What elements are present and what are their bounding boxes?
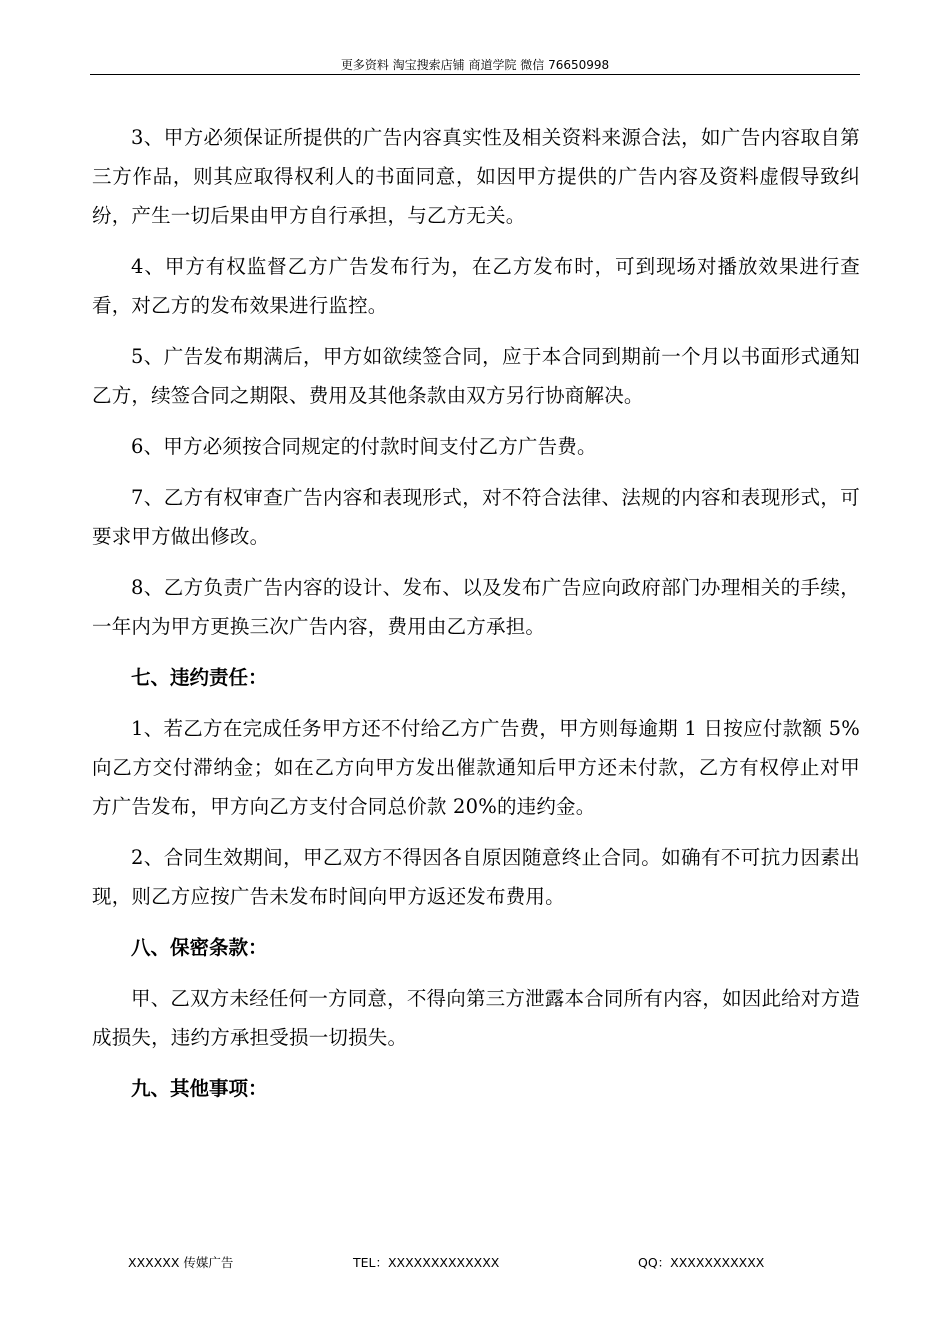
- clause-6: 6、甲方必须按合同规定的付款时间支付乙方广告费。: [131, 435, 597, 458]
- clause-7: 7、乙方有权审查广告内容和表现形式，对不符合法律、法规的内容和表现形式，可要求甲方做出修改。: [92, 486, 860, 548]
- section-heading-breach: 七、违约责任：: [131, 666, 268, 689]
- header-divider: [90, 74, 860, 75]
- page-header: 更多资料 淘宝搜索店铺 商道学院 微信 76650998: [340, 58, 610, 72]
- clause-8: 8、乙方负责广告内容的设计、发布、以及发布广告应向政府部门办理相关的手续，一年内为甲方更换三次广告内容，费用由乙方承担。: [92, 576, 860, 638]
- section-heading-confidentiality: 八、保密条款：: [131, 936, 268, 959]
- document-body: [92, 118, 860, 1120]
- footer-tel: TEL：XXXXXXXXXXXXX: [353, 1255, 500, 1270]
- breach-clause-2: 2、合同生效期间，甲乙双方不得因各自原因随意终止合同。如确有不可抗力因素出现，则乙方应按广告未发布时间向甲方返还发布费用。: [92, 846, 860, 908]
- breach-clause-1: 1、若乙方在完成任务甲方还不付给乙方广告费，甲方则每逾期 1 日按应付款额 5%向乙方交付滞纳金；如在乙方向甲方发出催款通知后甲方还未付款，乙方有权停止对甲方广告发布，甲方向乙方支付合同总价款 20%的违约金。: [92, 717, 860, 818]
- footer-qq: QQ：XXXXXXXXXXX: [638, 1255, 765, 1270]
- clause-4: 4、甲方有权监督乙方广告发布行为，在乙方发布时，可到现场对播放效果进行查看，对乙方的发布效果进行监控。: [92, 255, 860, 317]
- clause-5: 5、广告发布期满后，甲方如欲续签合同，应于本合同到期前一个月以书面形式通知乙方，续签合同之期限、费用及其他条款由双方另行协商解决。: [92, 345, 860, 407]
- confidentiality-clause: 甲、乙双方未经任何一方同意，不得向第三方泄露本合同所有内容，如因此给对方造成损失，违约方承担受损一切损失。: [92, 987, 860, 1049]
- footer-company: XXXXXX 传媒广告: [128, 1255, 234, 1270]
- section-heading-other: 九、其他事项：: [131, 1077, 268, 1100]
- clause-3: 3、甲方必须保证所提供的广告内容真实性及相关资料来源合法，如广告内容取自第三方作品，则其应取得权利人的书面同意，如因甲方提供的广告内容及资料虚假导致纠纷，产生一切后果由甲方自行承担，与乙方无关。: [92, 126, 860, 227]
